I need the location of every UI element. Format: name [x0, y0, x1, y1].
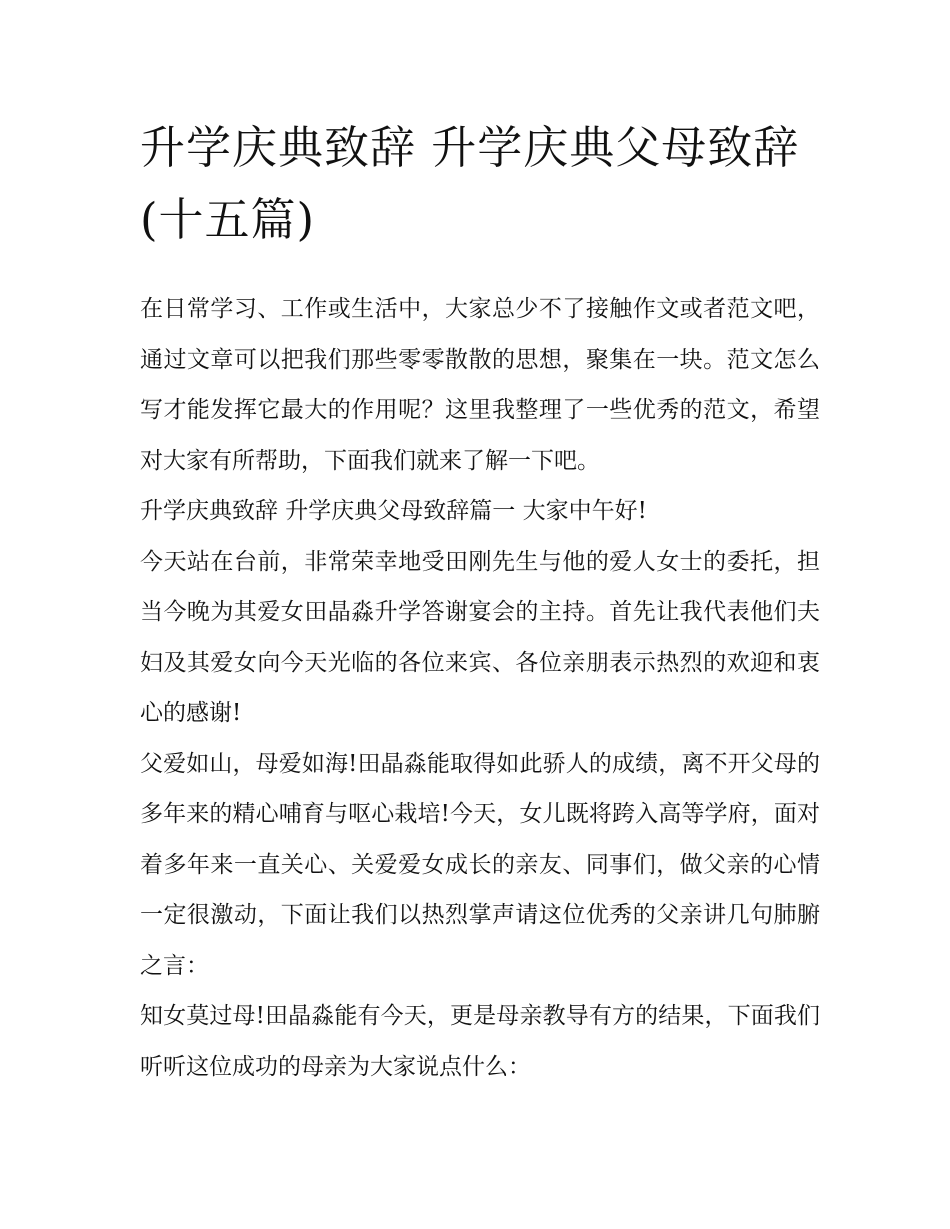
- intro-paragraph: 在日常学习、工作或生活中，大家总少不了接触作文或者范文吧，通过文章可以把我们那些零零散散的思想，聚集在一块。范文怎么写才能发挥它最大的作用呢？这里我整理了一些优秀的范文，希望对大家有所帮助，下面我们就来了解一下吧。: [140, 296, 820, 474]
- document-title: 升学庆典致辞 升学庆典父母致辞(十五篇): [140, 121, 800, 246]
- body-paragraph: 今天站在台前，非常荣幸地受田刚先生与他的爱人女士的委托，担当今晚为其爱女田晶淼升学答谢宴会的主持。首先让我代表他们夫妇及其爱女向今天光临的各位来宾、各位亲朋表示热烈的欢迎和衷心的感谢!: [140, 548, 820, 726]
- section-heading-paragraph: 升学庆典致辞 升学庆典父母致辞篇一 大家中午好!: [140, 498, 647, 524]
- body-paragraph: 知女莫过母!田晶淼能有今天，更是母亲教导有方的结果，下面我们听听这位成功的母亲为大家说点什么：: [140, 1003, 820, 1080]
- document-content: [140, 112, 820, 1092]
- document-body: [140, 284, 820, 1092]
- body-paragraph: 父爱如山，母爱如海!田晶淼能取得如此骄人的成绩，离不开父母的多年来的精心哺育与呕心栽培!今天，女儿既将跨入高等学府，面对着多年来一直关心、关爱爱女成长的亲友、同事们，做父亲的心情一定很激动，下面让我们以热烈掌声请这位优秀的父亲讲几句肺腑之言：: [140, 750, 820, 979]
